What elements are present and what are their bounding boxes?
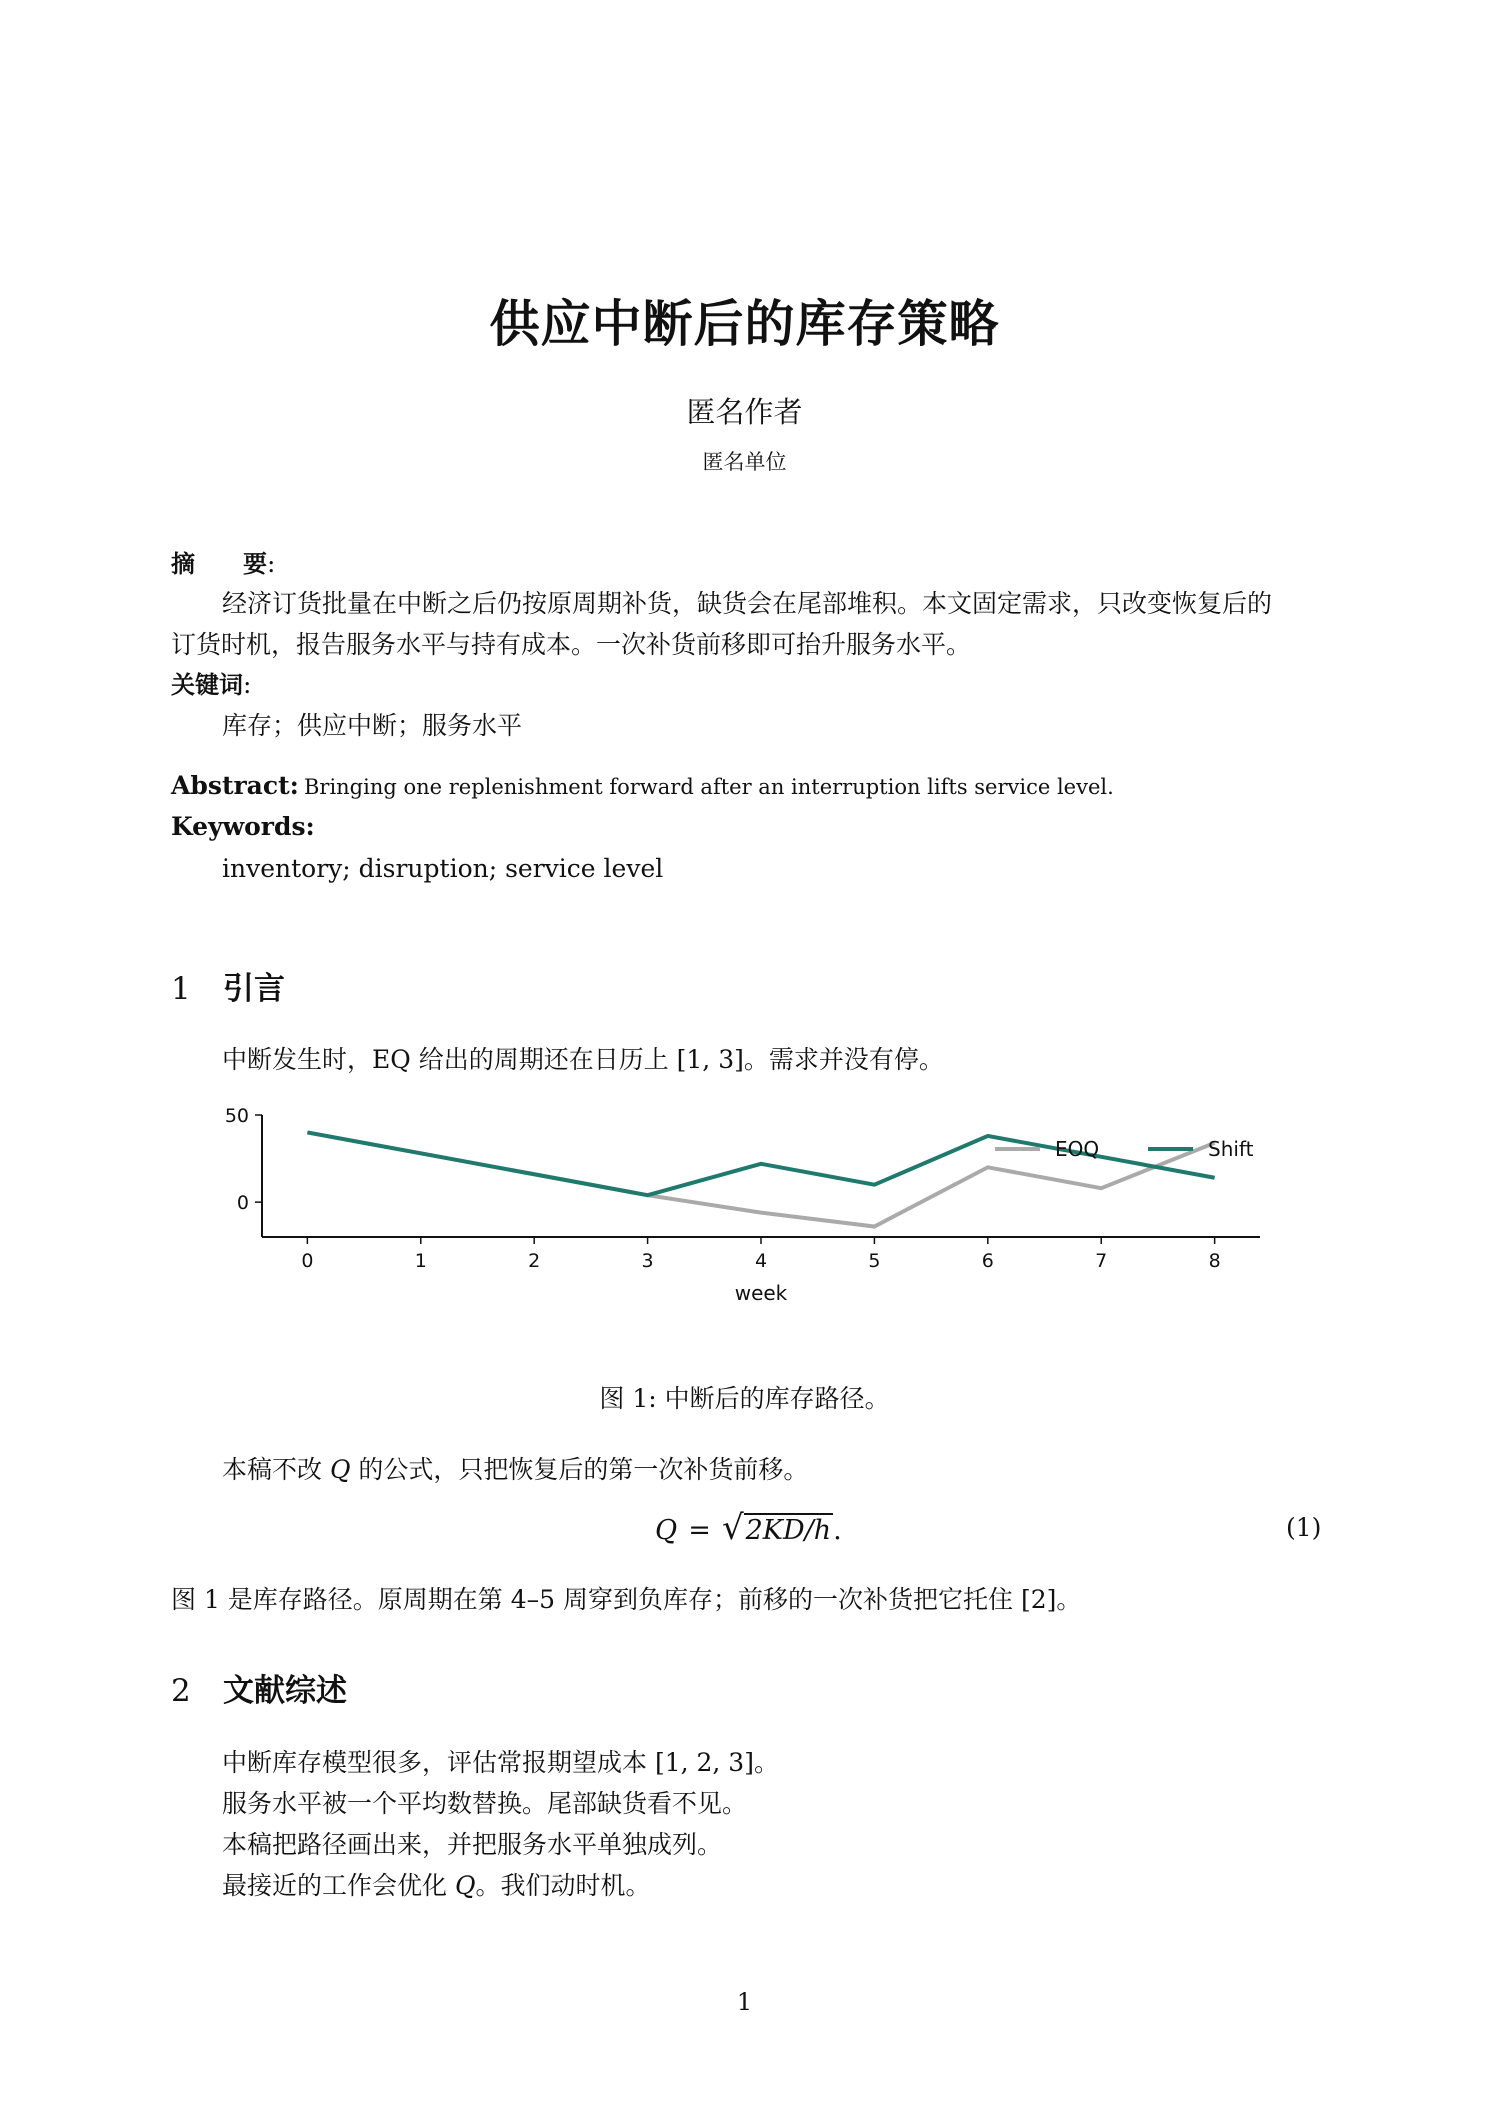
- equation-equals: =: [688, 1515, 711, 1546]
- legend-label-shift: Shift: [1208, 1137, 1254, 1161]
- p2-variable-q: Q: [329, 1455, 351, 1484]
- x-tick-label-8: 8: [1208, 1250, 1221, 1272]
- keywords-zh-text: 库存；供应中断；服务水平: [222, 711, 523, 740]
- section-2-line-4: [222, 1865, 650, 1906]
- x-tick-label-1: 1: [414, 1250, 427, 1272]
- abstract-zh-line-1: 经济订货批量在中断之后仍按原周期补货，缺货会在尾部堆积。本文固定需求，只改变恢复后的: [222, 589, 1273, 618]
- x-tick-label-2: 2: [528, 1250, 541, 1272]
- line-4-part-b: 。我们动时机。: [475, 1871, 651, 1900]
- x-tick-label-7: 7: [1095, 1250, 1108, 1272]
- keywords-zh-heading: [171, 664, 251, 705]
- abstract-en-label: Abstract:: [171, 771, 299, 800]
- author-name: 匿名作者: [686, 395, 803, 429]
- section-2-number: 2: [171, 1673, 191, 1709]
- x-tick-label-5: 5: [868, 1250, 881, 1272]
- page-number: 1: [736, 1988, 753, 2016]
- x-tick-label-0: 0: [301, 1250, 314, 1272]
- section-2-line-2: 服务水平被一个平均数替换。尾部缺货看不见。: [222, 1789, 748, 1818]
- figure-1-chart: [200, 1105, 1300, 1335]
- abstract-en: [171, 766, 1114, 809]
- x-axis-label: week: [734, 1281, 788, 1305]
- paper-title: 供应中断后的库存策略: [489, 295, 1000, 353]
- section-1-heading: [171, 963, 285, 1008]
- x-tick-label-3: 3: [641, 1250, 654, 1272]
- section-2-heading: [171, 1665, 347, 1710]
- equation-period: .: [833, 1515, 842, 1546]
- section-1-paragraph-3: 图 1 是库存路径。原周期在第 4–5 周穿到负库存；前移的一次补货把它托住 [2]。: [171, 1585, 1082, 1614]
- keywords-en-text: inventory; disruption; service level: [222, 854, 664, 883]
- keywords-zh-colon: :: [243, 670, 252, 699]
- keywords-en-label: Keywords:: [171, 812, 315, 841]
- p2-part-b: 的公式，只把恢复后的第一次补货前移。: [358, 1455, 809, 1484]
- equation-lhs: Q: [655, 1515, 678, 1546]
- line-4-part-a: 最接近的工作会优化: [222, 1871, 448, 1900]
- abstract-zh-colon: :: [267, 549, 276, 578]
- equation-radicand: 2KD/h: [745, 1515, 832, 1546]
- y-tick-label-50: 50: [224, 1105, 249, 1127]
- abstract-zh-label: 摘 要: [171, 550, 267, 578]
- y-tick-label-0: 0: [236, 1192, 249, 1215]
- section-1-title: 引言: [223, 971, 285, 1007]
- author-affiliation: 匿名单位: [702, 450, 787, 474]
- abstract-zh-line-2: 订货时机，报告服务水平与持有成本。一次补货前移即可抬升服务水平。: [171, 630, 972, 659]
- radical-icon: √: [721, 1508, 744, 1548]
- section-2-line-1: 中断库存模型很多，评估常报期望成本 [1, 2, 3]。: [222, 1748, 779, 1777]
- figure-1-caption: 图 1: 中断后的库存路径。: [599, 1384, 890, 1413]
- legend-label-eoq: EOQ: [1055, 1137, 1100, 1161]
- x-tick-label-4: 4: [754, 1250, 768, 1272]
- keywords-zh-label: 关键词: [171, 671, 243, 699]
- abstract-zh-heading: [171, 543, 275, 584]
- equation-number: (1): [1286, 1513, 1322, 1542]
- inventory-path-chart: [200, 1105, 1300, 1335]
- section-2-title: 文献综述: [223, 1673, 347, 1709]
- x-tick-label-6: 6: [981, 1250, 994, 1272]
- section-1-paragraph-2: [222, 1449, 808, 1490]
- equation-1: [655, 1508, 842, 1552]
- line-4-variable-q: Q: [454, 1871, 476, 1900]
- abstract-en-text: Bringing one replenishment forward after an interruption lifts service level.: [303, 775, 1114, 799]
- section-2-line-3: 本稿把路径画出来，并把服务水平单独成列。: [222, 1830, 723, 1859]
- p2-part-a: 本稿不改: [222, 1455, 323, 1484]
- section-1-number: 1: [171, 971, 191, 1007]
- section-1-paragraph-1: 中断发生时，EQ 给出的周期还在日历上 [1, 3]。需求并没有停。: [222, 1045, 944, 1074]
